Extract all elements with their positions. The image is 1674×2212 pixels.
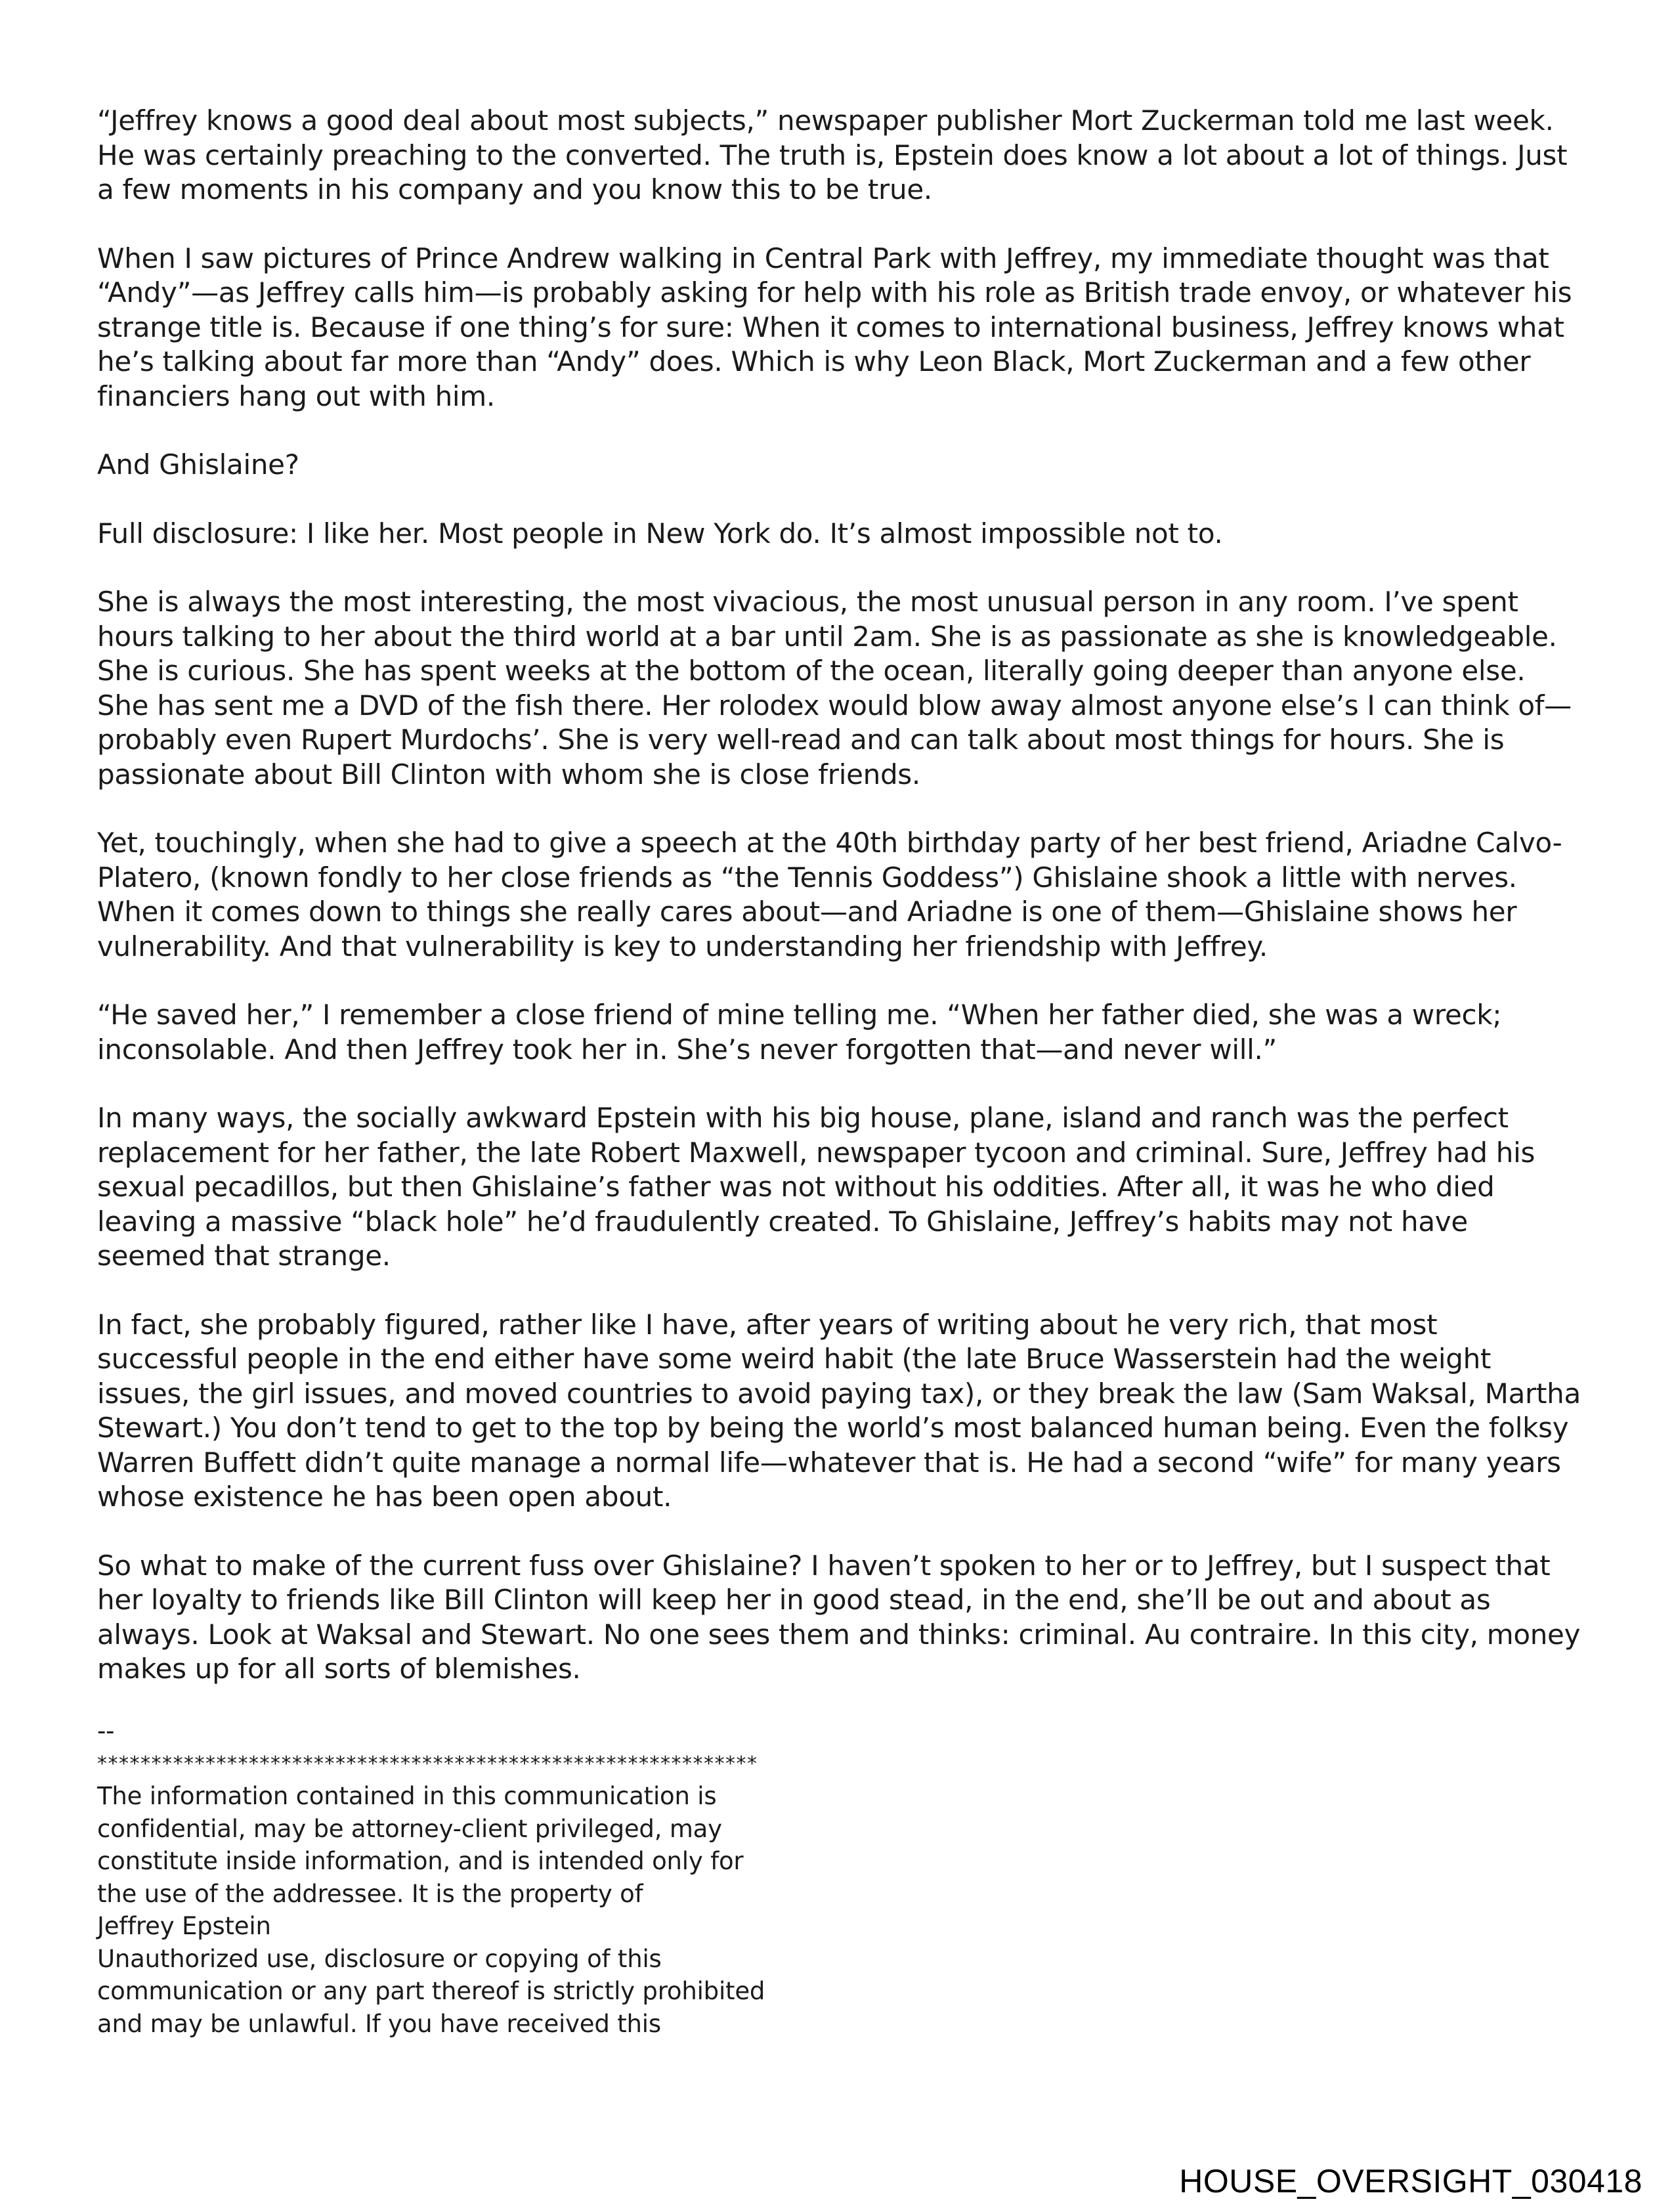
paragraph: So what to make of the current fuss over Ghislaine? I haven’t spoken to her or to Jeffrey, but I suspect that her loyalty to friends like Bill Clinton will keep her in good stead, in the end, she’ll be out and about as always. Look at Waksal and Stewart. No one sees them and thinks: criminal. Au contraire. In this city, money makes up for all sorts of blemishes. (97, 1549, 1581, 1685)
email-body (97, 104, 1581, 1721)
paragraph: “Jeffrey knows a good deal about most subjects,” newspaper publisher Mort Zuckerman told me last week. He was certainly preaching to the converted. The truth is, Epstein does know a lot about a lot of things. Just a few moments in his company and you know this to be true. (97, 104, 1568, 206)
paragraph: In fact, she probably figured, rather like I have, after years of writing about he very rich, that most successful people in the end either have some weird habit (the late Bruce Wasserstein had the weight issues, the girl issues, and moved countries to avoid paying tax), or they break the law (Sam Waksal, Martha Stewart.) You don’t tend to get to the top by being the world’s most balanced human being. Even the folksy Warren Buffett didn’t quite manage a normal life—whatever that is. He had a second “wife” for many years whose existence he has been open about. (97, 1308, 1581, 1513)
signature-separator: -- (97, 1717, 115, 1745)
paragraph: Full disclosure: I like her. Most people in New York do. It’s almost impossible not to. (97, 517, 1223, 550)
bates-number: HOUSE_OVERSIGHT_030418 (1179, 2163, 1642, 2200)
paragraph: She is always the most interesting, the most vivacious, the most unusual person in any room. I’ve spent hours talking to her about the third world at a bar until 2am. She is as passionate as she is knowledgeable. She is curious. She has spent weeks at the bottom of the ocean, literally going deeper than anyone else. She has sent me a DVD of the fish there. Her rolodex would blow away almost anyone else’s I can think of—probably even Rupert Murdochs’. She is very well-read and can talk about most things for hours. She is passionate about Bill Clinton with whom she is close friends. (97, 586, 1572, 791)
paragraph: And Ghislaine? (97, 448, 299, 481)
asterisk-divider: ************************************************************* (97, 1752, 758, 1775)
paragraph: When I saw pictures of Prince Andrew walking in Central Park with Jeffrey, my immediate thought was that “Andy”—as Jeffrey calls him—is probably asking for help with his role as British trade envoy, or whatever his strange title is. Because if one thing’s for sure: When it comes to international business, Jeffrey knows what he’s talking about far more than “Andy” does. Which is why Leon Black, Mort Zuckerman and a few other financiers hang out with him. (97, 242, 1572, 412)
disclaimer-line: Jeffrey Epstein (97, 1912, 271, 1940)
disclaimer-line: the use of the addressee. It is the property of (97, 1879, 643, 1908)
disclaimer-line: and may be unlawful. If you have received this (97, 2009, 661, 2038)
paragraph: Yet, touchingly, when she had to give a speech at the 40th birthday party of her best friend, Ariadne Calvo-Platero, (known fondly to her close friends as “the Tennis Goddess”) Ghislaine shook a little with nerves. When it comes down to things she really cares about—and Ariadne is one of them—Ghislaine shows her vulnerability. And that vulnerability is key to understanding her friendship with Jeffrey. (97, 827, 1562, 963)
paragraph: “He saved her,” I remember a close friend of mine telling me. “When her father died, she was a wreck; inconsolable. And then Jeffrey took her in. She’s never forgotten that—and never will.” (97, 999, 1502, 1066)
disclaimer-line: communication or any part thereof is strictly prohibited (97, 1977, 765, 2005)
disclaimer-line: Unauthorized use, disclosure or copying of this (97, 1944, 662, 1973)
disclaimer-line: confidential, may be attorney-client privileged, may (97, 1814, 722, 1843)
disclaimer-line: constitute inside information, and is intended only for (97, 1847, 744, 1875)
confidentiality-footer (97, 1715, 1016, 2040)
disclaimer-line: The information contained in this communication is (97, 1782, 717, 1810)
paragraph: In many ways, the socially awkward Epstein with his big house, plane, island and ranch was the perfect replacement for her father, the late Robert Maxwell, newspaper tycoon and criminal. Sure, Jeffrey had his sexual pecadillos, but then Ghislaine’s father was not without his oddities. After all, it was he who died leaving a massive “black hole” he’d fraudulently created. To Ghislaine, Jeffrey’s habits may not have seemed that strange. (97, 1102, 1535, 1272)
